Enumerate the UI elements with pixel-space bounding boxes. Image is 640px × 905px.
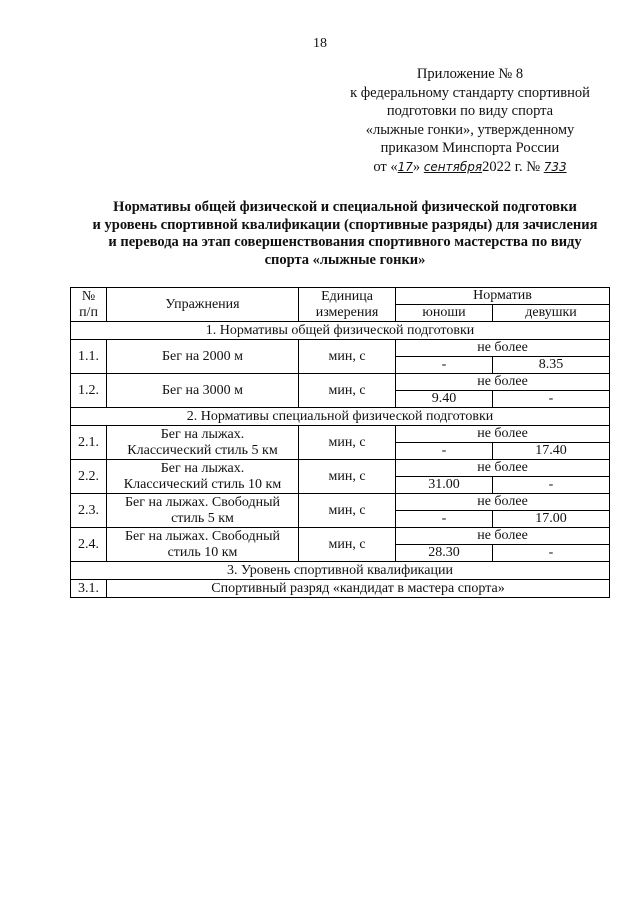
exercise-line: Бег на лыжах.: [160, 426, 245, 442]
date-month: сентября: [423, 159, 483, 174]
row-number: 2.3.: [71, 494, 107, 528]
header-norm: Норматив: [396, 288, 610, 305]
date-prefix: от «: [373, 158, 398, 175]
document-title: [70, 199, 620, 269]
exercise-line: Бег на лыжах. Свободный: [124, 494, 281, 510]
value-girls: 17.00: [493, 511, 610, 528]
row-number: 2.2.: [71, 460, 107, 494]
appendix-line: к федеральному стандарту спортивной: [350, 84, 590, 101]
row-exercise: [107, 340, 299, 374]
header-unit-line: измерения: [315, 304, 379, 320]
date-year: 2022 г. №: [482, 158, 544, 175]
header-exercise: Упражнения: [107, 288, 299, 322]
qualification-row: [71, 580, 610, 598]
exercise-line: Бег на лыжах.: [160, 460, 245, 476]
row-unit: мин, с: [299, 426, 396, 460]
row-number: 2.4.: [71, 528, 107, 562]
row-condition: не более: [396, 528, 610, 545]
appendix-line: приказом Минспорта России: [380, 140, 560, 156]
table-row: [71, 374, 610, 391]
section-heading: 1. Нормативы общей физической подготовки: [71, 322, 610, 340]
exercise-line: Бег на 3000 м: [161, 382, 244, 398]
order-number: 733: [543, 159, 567, 174]
title-line: и перевода на этап совершенствования спортивного мастерства по виду: [108, 234, 582, 250]
value-girls: -: [493, 477, 610, 494]
date-mid: »: [412, 158, 424, 175]
header-unit-line: Единица: [321, 288, 373, 304]
row-number: 3.1.: [71, 580, 107, 598]
header-unit: [299, 288, 396, 322]
value-girls: -: [493, 545, 610, 562]
value-boys: 9.40: [396, 391, 493, 408]
row-unit: мин, с: [299, 494, 396, 528]
table-row: [71, 528, 610, 545]
value-boys: -: [396, 443, 493, 460]
exercise-line: Классический стиль 10 км: [123, 476, 282, 492]
header-num: [71, 288, 107, 322]
exercise-line: Бег на лыжах. Свободный: [124, 528, 281, 544]
title-line: Нормативы общей физической и специальной физической подготовки: [113, 199, 577, 215]
section-heading: 3. Уровень спортивной квалификации: [71, 562, 610, 580]
row-condition: не более: [396, 340, 610, 357]
row-exercise: [107, 374, 299, 408]
row-unit: мин, с: [299, 528, 396, 562]
value-boys: 31.00: [396, 477, 493, 494]
appendix-date: [330, 158, 610, 177]
row-exercise: [107, 494, 299, 528]
row-condition: не более: [396, 374, 610, 391]
appendix-line: «лыжные гонки», утвержденному: [365, 121, 575, 138]
row-number: 1.2.: [71, 374, 107, 408]
norms-table: [70, 287, 610, 598]
date-day: 17: [397, 159, 413, 174]
row-condition: не более: [396, 426, 610, 443]
header-girls: девушки: [493, 305, 610, 322]
row-condition: не более: [396, 494, 610, 511]
row-unit: мин, с: [299, 460, 396, 494]
row-number: 2.1.: [71, 426, 107, 460]
row-condition: не более: [396, 460, 610, 477]
header-num-line: №: [81, 288, 96, 304]
table-row: [71, 340, 610, 357]
value-boys: -: [396, 511, 493, 528]
appendix-line: подготовки по виду спорта: [386, 103, 554, 119]
row-number: 1.1.: [71, 340, 107, 374]
page-number: 18: [313, 36, 327, 51]
value-girls: 17.40: [493, 443, 610, 460]
exercise-line: Классический стиль 5 км: [127, 442, 278, 458]
header-num-line: п/п: [79, 304, 98, 320]
row-exercise: [107, 426, 299, 460]
title-line: спорта «лыжные гонки»: [264, 251, 426, 268]
exercise-line: Бег на 2000 м: [161, 348, 244, 364]
appendix-line: Приложение № 8: [416, 66, 524, 82]
value-girls: 8.35: [493, 357, 610, 374]
exercise-line: стиль 10 км: [167, 544, 238, 560]
row-exercise: [107, 460, 299, 494]
row-unit: мин, с: [299, 374, 396, 408]
qualification-text: Спортивный разряд «кандидат в мастера спорта»: [107, 580, 610, 598]
section-row: [71, 562, 610, 580]
value-boys: -: [396, 357, 493, 374]
row-unit: мин, с: [299, 340, 396, 374]
exercise-line: стиль 5 км: [171, 510, 234, 526]
section-heading: 2. Нормативы специальной физической подготовки: [71, 408, 610, 426]
row-exercise: [107, 528, 299, 562]
appendix-block: [330, 65, 610, 176]
title-line: и уровень спортивной квалификации (спортивные разряды) для зачисления: [92, 216, 598, 233]
value-girls: -: [493, 391, 610, 408]
header-boys: юноши: [396, 305, 493, 322]
value-boys: 28.30: [396, 545, 493, 562]
section-row: [71, 408, 610, 426]
table-row: [71, 460, 610, 477]
table-row: [71, 426, 610, 443]
table-row: [71, 494, 610, 511]
